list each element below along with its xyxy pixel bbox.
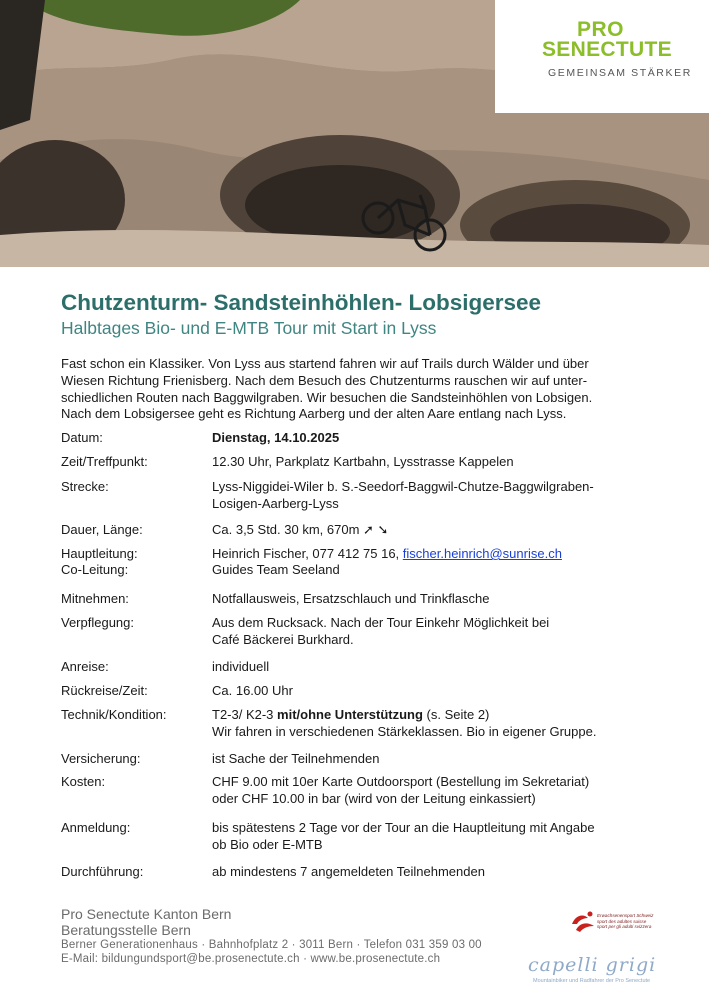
detail-value: 12.30 Uhr, Parkplatz Kartbahn, Lysstrasse Kappelen	[212, 454, 514, 469]
detail-label: Rückreise/Zeit:	[61, 683, 148, 698]
detail-value-line	[212, 707, 596, 724]
capelli-grigi-logo: capelli grigi	[528, 954, 657, 976]
detail-value: ab mindestens 7 angemeldeten Teilnehmenden	[212, 864, 485, 879]
intro-line: Fast schon ein Klassiker. Von Lyss aus startend fahren wir auf Trails durch Wälder und über	[61, 356, 589, 371]
detail-label: Hauptleitung:	[61, 546, 138, 561]
detail-value-line: CHF 9.00 mit 10er Karte Outdoorsport (Bestellung im Sekretariat)	[212, 774, 590, 789]
intro-paragraph	[61, 356, 631, 423]
detail-label: Versicherung:	[61, 751, 141, 766]
detail-value	[212, 820, 595, 854]
logo-pro-text: PRO	[577, 18, 625, 41]
detail-label: Durchführung:	[61, 864, 144, 879]
footer-dept: Beratungsstelle Bern	[61, 922, 191, 938]
footer-org: Pro Senectute Kanton Bern	[61, 906, 232, 922]
technik-support: mit/ohne Unterstützung	[277, 707, 423, 722]
detail-label: Anreise:	[61, 659, 109, 674]
logo-tagline: GEMEINSAM STÄRKER	[548, 67, 692, 79]
detail-label: Verpflegung:	[61, 615, 135, 630]
detail-value-text: Ca. 3,5 Std. 30 km, 670m	[212, 522, 360, 537]
page-title: Chutzenturm- Sandsteinhöhlen- Lobsigersee	[61, 290, 542, 315]
intro-line: Wiesen Richtung Frienisberg. Nach dem Besuch des Chutzenturms rauschen wir auf unter-	[61, 372, 588, 388]
detail-value: Notfallausweis, Ersatzschlauch und Trinkflasche	[212, 591, 490, 606]
technik-level: T2-3/ K2-3	[212, 707, 278, 722]
detail-value-line: bis spätestens 2 Tage vor der Tour an die Hauptleitung mit Angabe	[212, 820, 595, 835]
detail-value	[212, 774, 589, 808]
detail-label: Kosten:	[61, 774, 106, 789]
detail-value-line: Café Bäckerei Burkhard.	[212, 631, 354, 647]
leader-email-link[interactable]: fischer.heinrich@sunrise.ch	[402, 546, 562, 561]
detail-value: Guides Team Seeland	[212, 562, 340, 577]
detail-value-line: Wir fahren in verschiedenen Stärkeklassen. Bio in eigener Gruppe.	[212, 723, 597, 739]
detail-value	[212, 707, 596, 741]
footer-address: Berner Generationenhaus · Bahnhofplatz 2 · 3011 Bern · Telefon 031 359 03 00	[61, 939, 482, 951]
detail-value: Dienstag, 14.10.2025	[212, 430, 340, 445]
detail-label: Technik/Kondition:	[61, 707, 167, 722]
elevation-arrows-icon: ➚ ➘	[363, 522, 389, 537]
detail-value-line: oder CHF 10.00 in bar (wird von der Leitung einkassiert)	[212, 790, 536, 806]
intro-line: schiedlichen Routen nach Baggwilgraben. Wir besuchen die Sandsteinhöhlen von Lobsigen.	[61, 389, 593, 405]
footer-contact: E-Mail: bildungundsport@be.prosenectute.ch · www.be.prosenectute.ch	[61, 953, 441, 965]
leader-contact: Heinrich Fischer, 077 412 75 16,	[212, 546, 403, 561]
capelli-grigi-subtitle: Mountainbiker und Radfahrer der Pro Senectute	[533, 978, 651, 984]
detail-value	[212, 522, 388, 539]
detail-value-line: Aus dem Rucksack. Nach der Tour Einkehr Möglichkeit bei	[212, 615, 550, 630]
detail-label: Anmeldung:	[61, 820, 131, 835]
intro-line: Nach dem Lobsigersee geht es Richtung Aarberg und der alten Aare entlang nach Lyss.	[61, 406, 567, 422]
detail-value-line: Losigen-Aarberg-Lyss	[212, 495, 339, 511]
detail-label: Datum:	[61, 430, 103, 445]
detail-label: Dauer, Länge:	[61, 522, 143, 537]
technik-reference: (s. Seite 2)	[422, 707, 490, 722]
page-subtitle: Halbtages Bio- und E-MTB Tour mit Start in Lyss	[61, 318, 437, 338]
detail-value-line: ob Bio oder E-MTB	[212, 836, 323, 852]
logo-senectute-text: SENECTUTE	[542, 38, 672, 61]
detail-value	[212, 615, 549, 649]
esa-logo-text: Erwachsenensport Schweiz sport des adultes suisse sport per gli adulti svizzera	[597, 913, 654, 930]
detail-label: Strecke:	[61, 479, 109, 494]
detail-label: Co-Leitung:	[61, 562, 129, 577]
detail-value: ist Sache der Teilnehmenden	[212, 751, 380, 766]
detail-value	[212, 479, 594, 513]
detail-value-line: Lyss-Niggidei-Wiler b. S.-Seedorf-Baggwil-Chutze-Baggwilgraben-	[212, 479, 594, 494]
esa-logo-icon	[570, 910, 598, 934]
detail-label: Mitnehmen:	[61, 591, 129, 606]
detail-label: Zeit/Treffpunkt:	[61, 454, 148, 469]
detail-value: individuell	[212, 659, 270, 674]
detail-value: Ca. 16.00 Uhr	[212, 683, 293, 698]
detail-value	[212, 546, 562, 563]
